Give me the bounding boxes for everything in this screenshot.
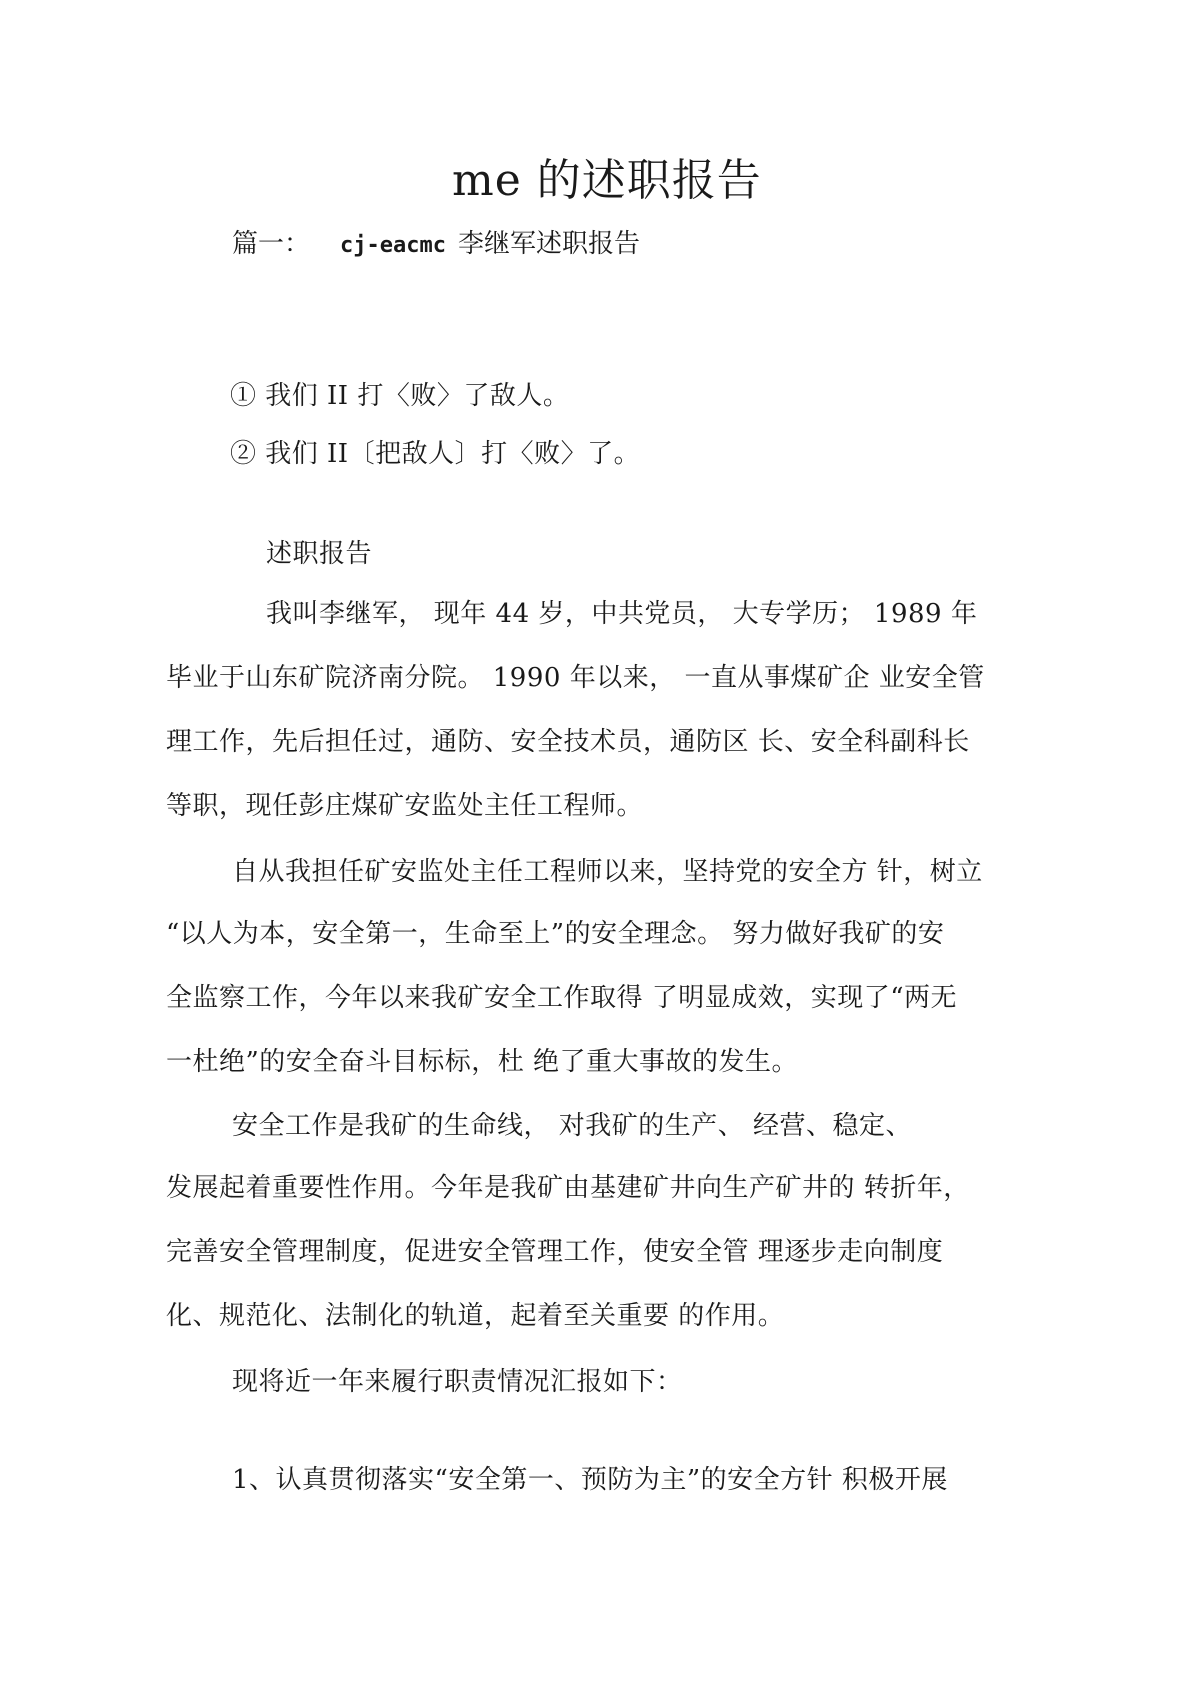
document-title: me 的述职报告	[452, 155, 762, 206]
paragraph-1-line: 等职，现任彭庄煤矿安监处主任工程师。	[166, 791, 644, 821]
subtitle-text: 李继军述职报告	[457, 229, 640, 259]
list-item-1: 1、认真贯彻落实“安全第一、预防为主”的安全方针 积极开展	[232, 1465, 948, 1495]
paragraph-3-line: 化、规范化、法制化的轨道，起着至关重要 的作用。	[166, 1301, 785, 1331]
example-sentence-2: ② 我们 II〔把敌人〕打〈败〉了。	[230, 439, 641, 469]
paragraph-3-line: 完善安全管理制度，促进安全管理工作，使安全管 理逐步走向制度	[166, 1237, 944, 1267]
document-subtitle	[232, 228, 640, 262]
subtitle-prefix: 篇一：	[232, 229, 311, 259]
example-sentence-1: ① 我们 II 打〈败〉了敌人。	[230, 381, 570, 411]
paragraph-2-line: 全监察工作，今年以来我矿安全工作取得 了明显成效，实现了“两无	[166, 983, 958, 1013]
paragraph-4: 现将近一年来履行职责情况汇报如下：	[232, 1367, 683, 1397]
paragraph-2-line: “以人为本，安全第一，生命至上”的安全理念。 努力做好我矿的安	[166, 919, 945, 949]
paragraph-3-line: 安全工作是我矿的生命线， 对我矿的生产、 经营、稳定、	[232, 1111, 913, 1141]
paragraph-2-line: 一杜绝”的安全奋斗目标标，杜 绝了重大事故的发生。	[166, 1047, 799, 1077]
paragraph-1-line: 理工作，先后担任过，通防、安全技术员，通防区 长、安全科副科长	[166, 727, 970, 757]
paragraph-1-line: 我叫李继军， 现年 44 岁，中共党员， 大专学历； 1989 年	[266, 599, 978, 629]
paragraph-2-line: 自从我担任矿安监处主任工程师以来，坚持党的安全方 针，树立	[232, 857, 983, 887]
paragraph-1-line: 毕业于山东矿院济南分院。 1990 年以来， 一直从事煤矿企 业安全管	[166, 663, 985, 693]
paragraph-3-line: 发展起着重要性作用。今年是我矿由基建矿井向生产矿井的 转折年，	[166, 1173, 970, 1203]
section-heading: 述职报告	[266, 539, 373, 569]
subtitle-code: cj-eacmc	[340, 233, 446, 258]
